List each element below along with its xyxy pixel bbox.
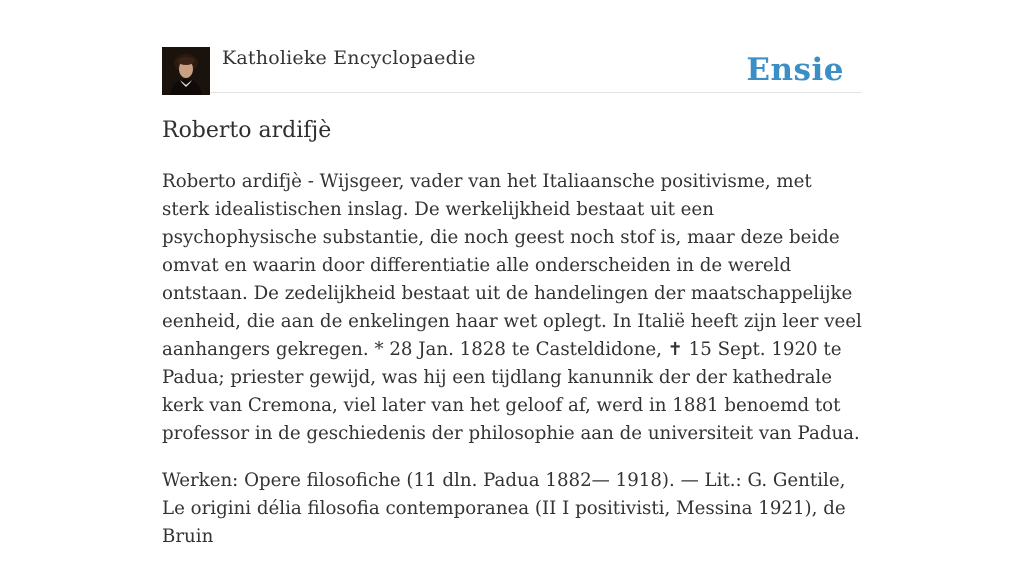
brand-logo[interactable]: Ensie: [746, 52, 844, 88]
portrait-avatar-icon[interactable]: [162, 47, 210, 95]
source-title[interactable]: Katholieke Encyclopaedie: [222, 47, 476, 69]
page-title: Roberto ardifjè: [162, 118, 332, 143]
article-paragraph: Roberto ardifjè - Wijsgeer, vader van het Italiaansche positivisme, met sterk idealistischen inslag. De werkelijkheid bestaat uit een psychophysische substantie, die noch geest noch stof is, maar deze beide omvat en waarin door differentiatie alle onderscheiden in de wereld ontstaan. De zedelijkheid bestaat uit de handelingen der maatschappelijke eenheid, die aan de enkelingen haar wet oplegt. In Italië heeft zijn leer veel aanhangers gekregen. * 28 Jan. 1828 te Casteldidone, ✝ 15 Sept. 1920 te Padua; priester gewijd, was hij een tijdlang kanunnik der der kathedrale kerk van Cremona, viel later van het geloof af, werd in 1881 benoemd tot professor in de geschiedenis der philosophie aan de universiteit van Padua.: [162, 171, 862, 444]
article-body: [162, 168, 862, 570]
article-paragraph: Werken: Opere filosofiche (11 dln. Padua 1882— 1918). — Lit.: G. Gentile, Le origini délia filosofia contemporanea (II I positivisti, Messina 1921), de Bruin: [162, 470, 846, 547]
site-header: [162, 46, 862, 93]
